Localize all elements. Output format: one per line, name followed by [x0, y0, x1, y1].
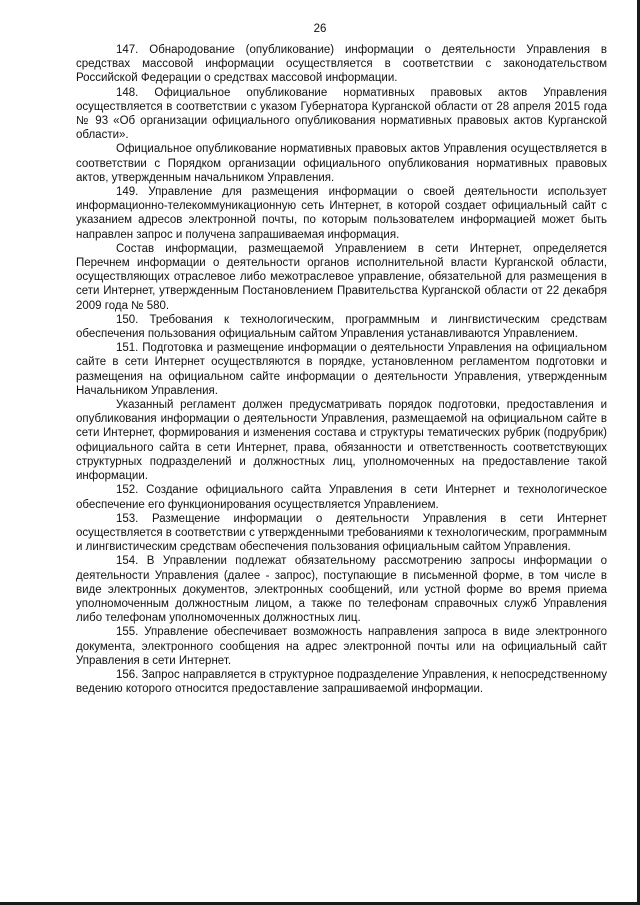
- paragraph-152: 152. Создание официального сайта Управления в сети Интернет и технологическое обеспечение его функционирования осуществляется Управлением.: [76, 484, 607, 511]
- paragraph-149-continued: Состав информации, размещаемой Управлением в сети Интернет, определяется Перечнем информации о деятельности органов исполнительной власти Курганской области, осуществляющих отраслевое либо межотраслевое управление, обязательной для размещения в сети Интернет, утвержденным Постановлением Правительства Курганской области от 22 декабря 2009 года № 580.: [76, 242, 607, 312]
- paragraph-147: 147. Обнародование (опубликование) информации о деятельности Управления в средствах массовой информации осуществляется в соответствии с законодательством Российской Федерации о средствах массовой информации.: [76, 44, 607, 85]
- paragraph-150: 150. Требования к технологическим, программным и лингвистическим средствам обеспечения пользования официальным сайтом Управления устанавливаются Управлением.: [76, 313, 607, 341]
- paragraph-151-continued: Указанный регламент должен предусматривать порядок подготовки, предоставления и опубликования информации о деятельности Управления, размещаемой на официальном сайте в сети Интернет, формирования и изменения состава и структуры тематических рубрик (подрубрик) официального сайта в сети Интернет, права, обязанности и ответственность соответствующих структурных подразделений и должностных лиц, уполномоченных на предоставление такой информации.: [76, 399, 607, 483]
- paragraph-149: 149. Управление для размещения информации о своей деятельности использует информационно-телекоммуникационную сеть Интернет, в которой создает официальный сайт с указанием адресов электронной почты, по которым пользователем информацией может быть направлен запрос и получена запрашиваемая информация.: [76, 186, 607, 241]
- paragraph-148-continued: Официальное опубликование нормативных правовых актов Управления осуществляется в соответствии с Порядком организации официального опубликования нормативных правовых актов, утвержденным начальником Управления.: [76, 143, 607, 184]
- paragraph-156: 156. Запрос направляется в структурное подразделение Управления, к непосредственному ведению которого относится предоставление запрашиваемой информации.: [76, 668, 607, 696]
- document-body: [76, 43, 607, 696]
- paragraph-155: 155. Управление обеспечивает возможность направления запроса в виде электронного документа, электронного сообщения на адрес электронной почты или на официальный сайт Управления в сети Интернет.: [76, 626, 607, 667]
- page-number: 26: [313, 23, 327, 35]
- paragraph-151: 151. Подготовка и размещение информации о деятельности Управления на официальном сайте в сети Интернет осуществляются в порядке, установленном регламентом подготовки и размещения на официальном сайте информации о деятельности Управления, утвержденным Начальником Управления.: [76, 342, 607, 397]
- paragraph-154: 154. В Управлении подлежат обязательному рассмотрению запросы информации о деятельности Управления (далее - запрос), поступающие в письменной форме, в том числе в виде электронных документов, электронных сообщений, или устной форме во время приема уполномоченным должностным лицом, а также по телефонам справочных служб Управления либо телефонам уполномоченных должностных лиц.: [76, 555, 607, 625]
- paragraph-148: 148. Официальное опубликование нормативных правовых актов Управления осуществляется в соответствии с указом Губернатора Курганской области от 28 апреля 2015 года № 93 «Об организации официального опубликования нормативных правовых актов Курганской области».: [76, 86, 607, 142]
- paragraph-153: 153. Размещение информации о деятельности Управления в сети Интернет осуществляется в соответствии с утвержденными требованиями к технологическим, программным и лингвистическим средствам обеспечения пользования официальным сайтом Управления.: [76, 512, 607, 554]
